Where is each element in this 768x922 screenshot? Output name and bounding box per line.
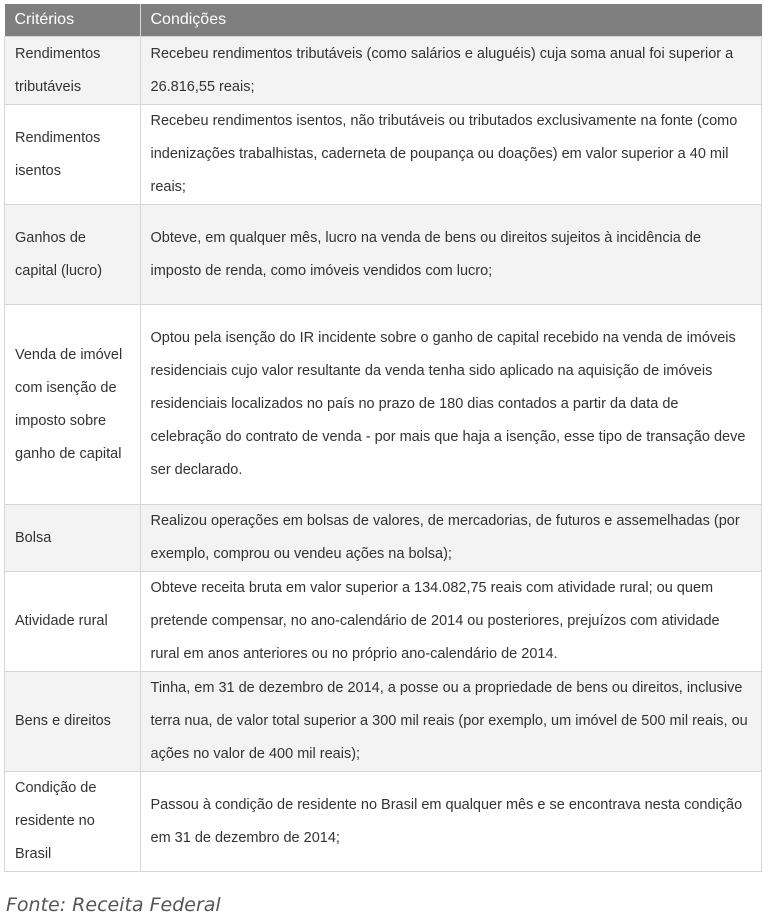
table-row bbox=[5, 205, 762, 305]
condition-cell: Obteve, em qualquer mês, lucro na venda de bens ou direitos sujeitos à incidência de imposto de renda, como imóveis vendidos com lucro; bbox=[140, 205, 762, 305]
source-caption: Fonte: Receita Federal bbox=[6, 894, 221, 916]
table-row bbox=[5, 572, 762, 672]
criterion-cell: Venda de imóvel com isenção de imposto sobre ganho de capital bbox=[5, 305, 141, 505]
table-row bbox=[5, 105, 762, 205]
table-row bbox=[5, 505, 762, 572]
table-header-row bbox=[5, 4, 762, 37]
condition-cell: Passou à condição de residente no Brasil em qualquer mês e se encontrava nesta condição em 31 de dezembro de 2014; bbox=[140, 772, 762, 872]
condition-cell: Recebeu rendimentos tributáveis (como salários e aluguéis) cuja soma anual foi superior a 26.816,55 reais; bbox=[140, 37, 762, 105]
table-row bbox=[5, 305, 762, 505]
table-row bbox=[5, 772, 762, 872]
table-row bbox=[5, 672, 762, 772]
criterion-cell: Rendimentos tributáveis bbox=[5, 37, 141, 105]
criteria-table bbox=[4, 4, 762, 872]
criterion-cell: Condição de residente no Brasil bbox=[5, 772, 141, 872]
criterion-cell: Ganhos de capital (lucro) bbox=[5, 205, 141, 305]
criterion-cell: Rendimentos isentos bbox=[5, 105, 141, 205]
header-criteria: Critérios bbox=[5, 4, 141, 37]
table-row bbox=[5, 37, 762, 105]
header-conditions: Condições bbox=[140, 4, 762, 37]
condition-cell: Realizou operações em bolsas de valores, de mercadorias, de futuros e assemelhadas (por exemplo, comprou ou vendeu ações na bolsa); bbox=[140, 505, 762, 572]
criterion-cell: Bens e direitos bbox=[5, 672, 141, 772]
criterion-cell: Atividade rural bbox=[5, 572, 141, 672]
condition-cell: Tinha, em 31 de dezembro de 2014, a posse ou a propriedade de bens ou direitos, inclusive terra nua, de valor total superior a 300 mil reais (por exemplo, um imóvel de 500 mil reais, ou ações no valor de 400 mil reais); bbox=[140, 672, 762, 772]
condition-cell: Obteve receita bruta em valor superior a 134.082,75 reais com atividade rural; ou quem pretende compensar, no ano-calendário de 2014 ou posteriores, prejuízos com atividade rural em anos anteriores ou no próprio ano-calendário de 2014. bbox=[140, 572, 762, 672]
condition-cell: Recebeu rendimentos isentos, não tributáveis ou tributados exclusivamente na fonte (como indenizações trabalhistas, caderneta de poupança ou doações) em valor superior a 40 mil reais; bbox=[140, 105, 762, 205]
criterion-cell: Bolsa bbox=[5, 505, 141, 572]
condition-cell: Optou pela isenção do IR incidente sobre o ganho de capital recebido na venda de imóveis residenciais cujo valor resultante da venda tenha sido aplicado na aquisição de imóveis residenciais localizados no país no prazo de 180 dias contados a partir da data de celebração do contrato de venda - por mais que haja a isenção, esse tipo de transação deve ser declarado. bbox=[140, 305, 762, 505]
